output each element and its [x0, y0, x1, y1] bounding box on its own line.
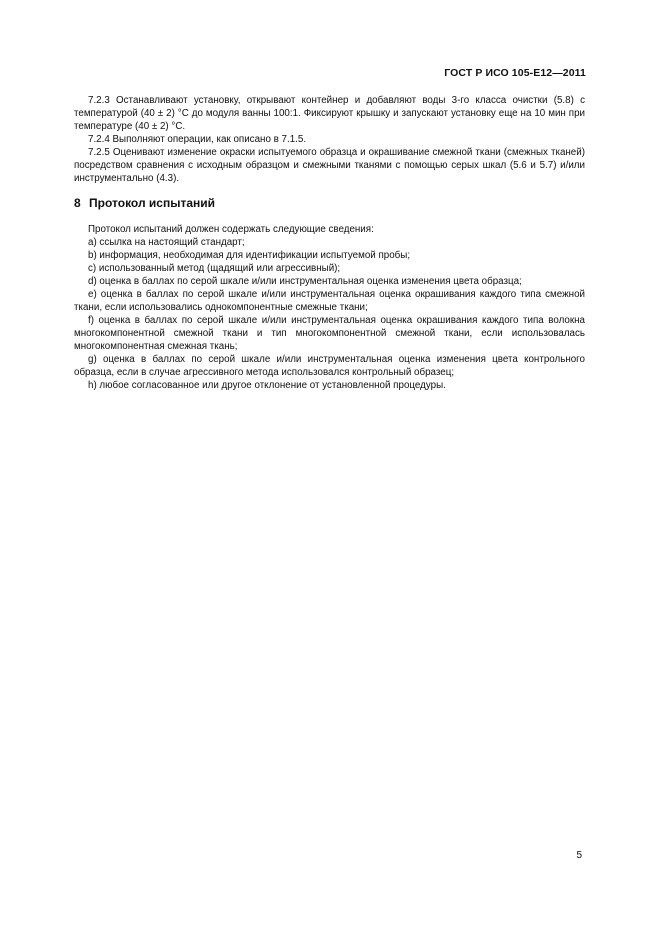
report-item-d: d) оценка в баллах по серой шкале и/или инструментальная оценка изменения цвета образца; — [88, 276, 522, 287]
report-item-c: с) использованный метод (щадящий или агрессивный); — [88, 263, 341, 274]
report-intro: Протокол испытаний должен содержать следующие сведения: — [88, 224, 374, 235]
document-code-header: ГОСТ Р ИСО 105-Е12—2011 — [444, 67, 586, 79]
section-title: Протокол испытаний — [89, 196, 216, 210]
clause-7-2-5: 7.2.5 Оценивают изменение окраски испытуемого образца и окрашивание смежной ткани (смежных тканей) посредством сравнения с исходным образцом и смежными тканями с помощью серых шкал (5.6 и 5.7) и/или инструментально (4.3). — [74, 147, 585, 184]
report-item-f: f) оценка в баллах по серой шкале и/или инструментальная оценка окрашивания каждого типа волокна многокомпонентной смежной ткани и тип многокомпонентной смежной ткани, если использовалась многокомпонентная смежная ткань; — [74, 315, 585, 352]
page-content — [74, 94, 585, 392]
clause-7-2-4: 7.2.4 Выполняют операции, как описано в 7.1.5. — [88, 134, 307, 145]
report-item-h: h) любое согласованное или другое отклонение от установленной процедуры. — [88, 380, 446, 391]
page-number: 5 — [576, 850, 582, 861]
report-item-b: b) информация, необходимая для идентификации испытуемой пробы; — [88, 250, 411, 261]
section-number: 8 — [74, 196, 81, 210]
report-item-a: а) ссылка на настоящий стандарт; — [88, 237, 245, 248]
clause-7-2-3: 7.2.3 Останавливают установку, открывают контейнер и добавляют воды 3-го класса очистки (5.8) с температурой (40 ± 2) °С до модуля ванны 100:1. Фиксируют крышку и запускают установку еще на 10 мин при температуре (40 ± 2) °С. — [74, 95, 585, 132]
report-item-e: е) оценка в баллах по серой шкале и/или инструментальная оценка окрашивания каждого типа смежной ткани, если использовались однокомпонентные смежные ткани; — [74, 289, 585, 313]
section-8-heading — [74, 196, 585, 211]
report-item-g: g) оценка в баллах по серой шкале и/или инструментальная оценка изменения цвета контрольного образца, если в случае агрессивного метода использовался контрольный образец; — [74, 354, 585, 378]
